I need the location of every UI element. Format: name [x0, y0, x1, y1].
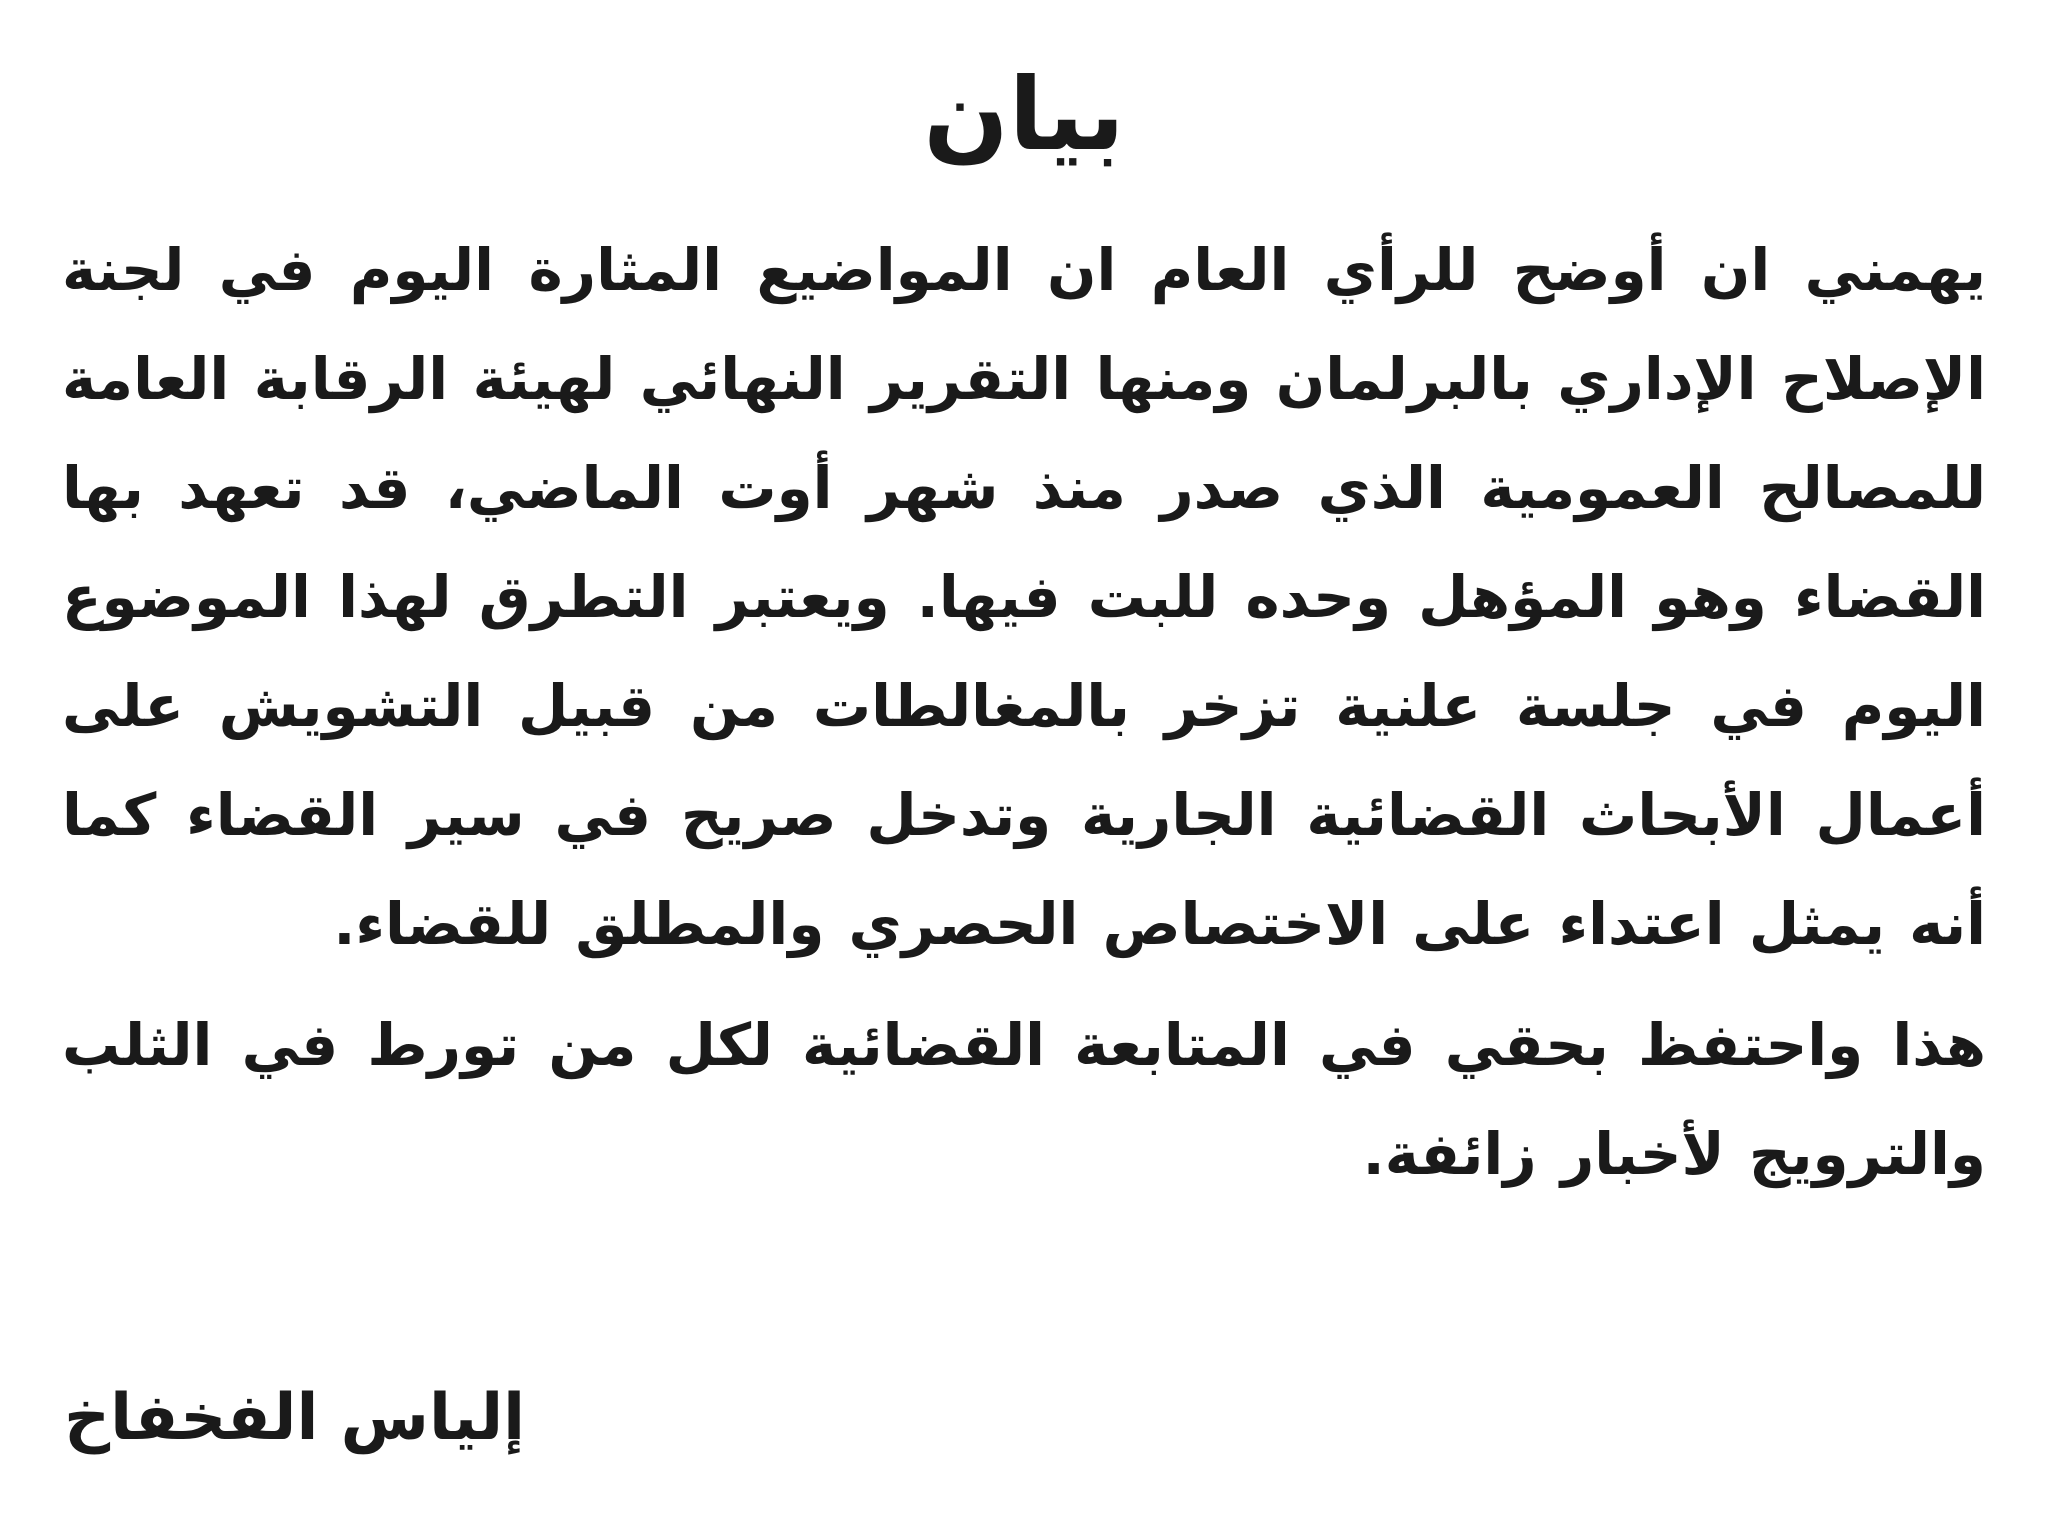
- document-title: بيان: [923, 56, 1125, 173]
- statement-paragraph-main: يهمني ان أوضح للرأي العام ان المواضيع المثارة اليوم في لجنة الإصلاح الإداري بالبرلمان ومنها التقرير النهائي لهيئة الرقابة العامة للمصالح العمومية الذي صدر منذ شهر أوت الماضي، قد تعهد بها القضاء وهو المؤهل وحده للبت فيها. ويعتبر التطرق لهذا الموضوع اليوم في جلسة علنية تزخر بالمغالطات من قبيل التشويش على أعمال الأبحاث القضائية الجارية وتدخل صريح في سير القضاء كما أنه يمثل اعتداء على الاختصاص الحصري والمطلق للقضاء.: [62, 236, 1986, 958]
- signature-name: إلياس الفخفاخ: [64, 1381, 526, 1455]
- statement-paragraph-closing: هذا واحتفظ بحقي في المتابعة القضائية لكل من تورط في الثلب والترويج لأخبار زائفة.: [62, 1011, 1986, 1188]
